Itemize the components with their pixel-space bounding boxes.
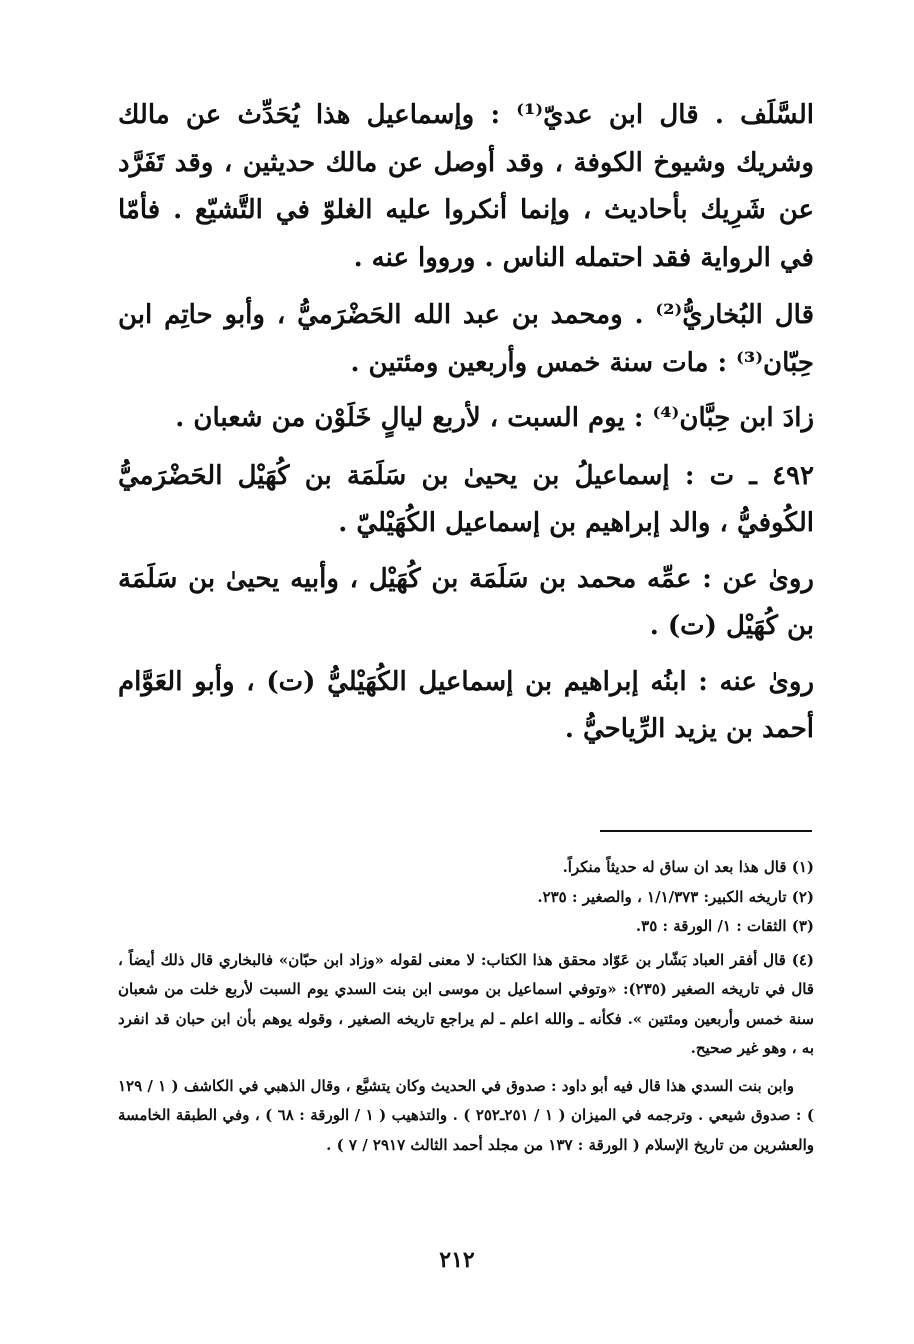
paragraph-bukhari: قال البُخاريُّ⁽²⁾ . ومحمد بن عبد الله الحَضْرَميُّ ، وأبو حاتِم ابن حِبّان⁽³⁾ : مات سنة خمس وأربعين ومئتين . (118, 300, 814, 378)
main-text (118, 92, 814, 754)
footnote-4-continuation: وابن بنت السدي هذا قال فيه أبو داود : صدوق في الحديث وكان يتشيَّع ، وقال الذهبي في الكاشف ( ١ / ١٢٩ ) : صدوق شيعي . وترجمه في الميزان ( ١ / ٢٥١ـ٢٥٢ ) . والتذهيب ( ١ / الورقة : ٦٨ ) ، وفي الطبقة الخامسة والعشرين من تاريخ الإسلام ( الورقة : ١٣٧ من مجلد أحمد الثالث ٢٩١٧ / ٧ ) . (118, 1076, 814, 1154)
footnote-1: (١) قال هذا بعد ان ساق له حديثاً منكراً. (562, 858, 814, 876)
paragraph-rawa-an: روىٰ عن : عمِّه محمد بن سَلَمَة بن كُهَيْل ، وأبيه يحيىٰ بن سَلَمَة بن كُهَيْل (ت) . (118, 563, 814, 641)
footnote-4: (٤) قال أفقر العباد بَشّار بن عَوّاد محقق هذا الكتاب: لا معنى لقوله «وزاد ابن حبّان» فالبخاري قال ذلك أيضاً ، قال في تاريخه الصغير (٢٣٥): «وتوفي اسماعيل بن موسى ابن بنت السدي يوم السبت لأربع خلت من شعبان سنة خمس وأربعين ومئتين ». فكأنه ـ والله اعلم ـ لم يراجع تاريخه الصغير ، وقوله يوهم بأن ابن حبان قد انفرد به ، وهو غير صحيح. (118, 950, 814, 1057)
page-number: ٢١٢ (439, 1247, 475, 1273)
entry-heading (118, 453, 814, 548)
entry-name: إسماعيلُ بن يحيىٰ بن سَلَمَة بن كُهَيْل الحَضْرَميُّ الكُوفيُّ ، والد إبراهيم بن إسماعيل الكُهَيْليّ . (118, 460, 814, 538)
entry-number: ٤٩٢ ـ ت : (684, 460, 814, 491)
footnote-2: (٢) تاريخه الكبير: ١/١/٣٧٣ ، والصغير : ٢٣٥. (537, 887, 814, 906)
footnote-3: (٣) الثقات : ١/ الورقة : ٣٥. (635, 917, 814, 935)
paragraph-salaf: السَّلَف . قال ابن عديّ⁽¹⁾ : وإسماعيل هذا يُحَدِّث عن مالك وشريك وشيوخ الكوفة ، وقد أوصل عن مالك حديثين ، وقد تَفَرَّد عن شَرِيك بأحاديث ، وإنما أنكروا عليه الغلوّ في التَّشيّع . فأمّا في الرواية فقد احتمله الناس . ورووا عنه . (118, 100, 814, 273)
paragraph-rawa-anhu: روىٰ عنه : ابنُه إبراهيم بن إسماعيل الكُهَيْليُّ (ت) ، وأبو العَوَّام أحمد بن يزيد الرِّياحيُّ . (118, 666, 814, 744)
footnote-divider (600, 830, 812, 832)
footnotes (118, 853, 814, 1160)
paragraph-ibn-hibban: زادَ ابن حِبَّان⁽⁴⁾ : يوم السبت ، لأربع ليالٍ خَلَوْن من شعبان . (175, 403, 814, 433)
